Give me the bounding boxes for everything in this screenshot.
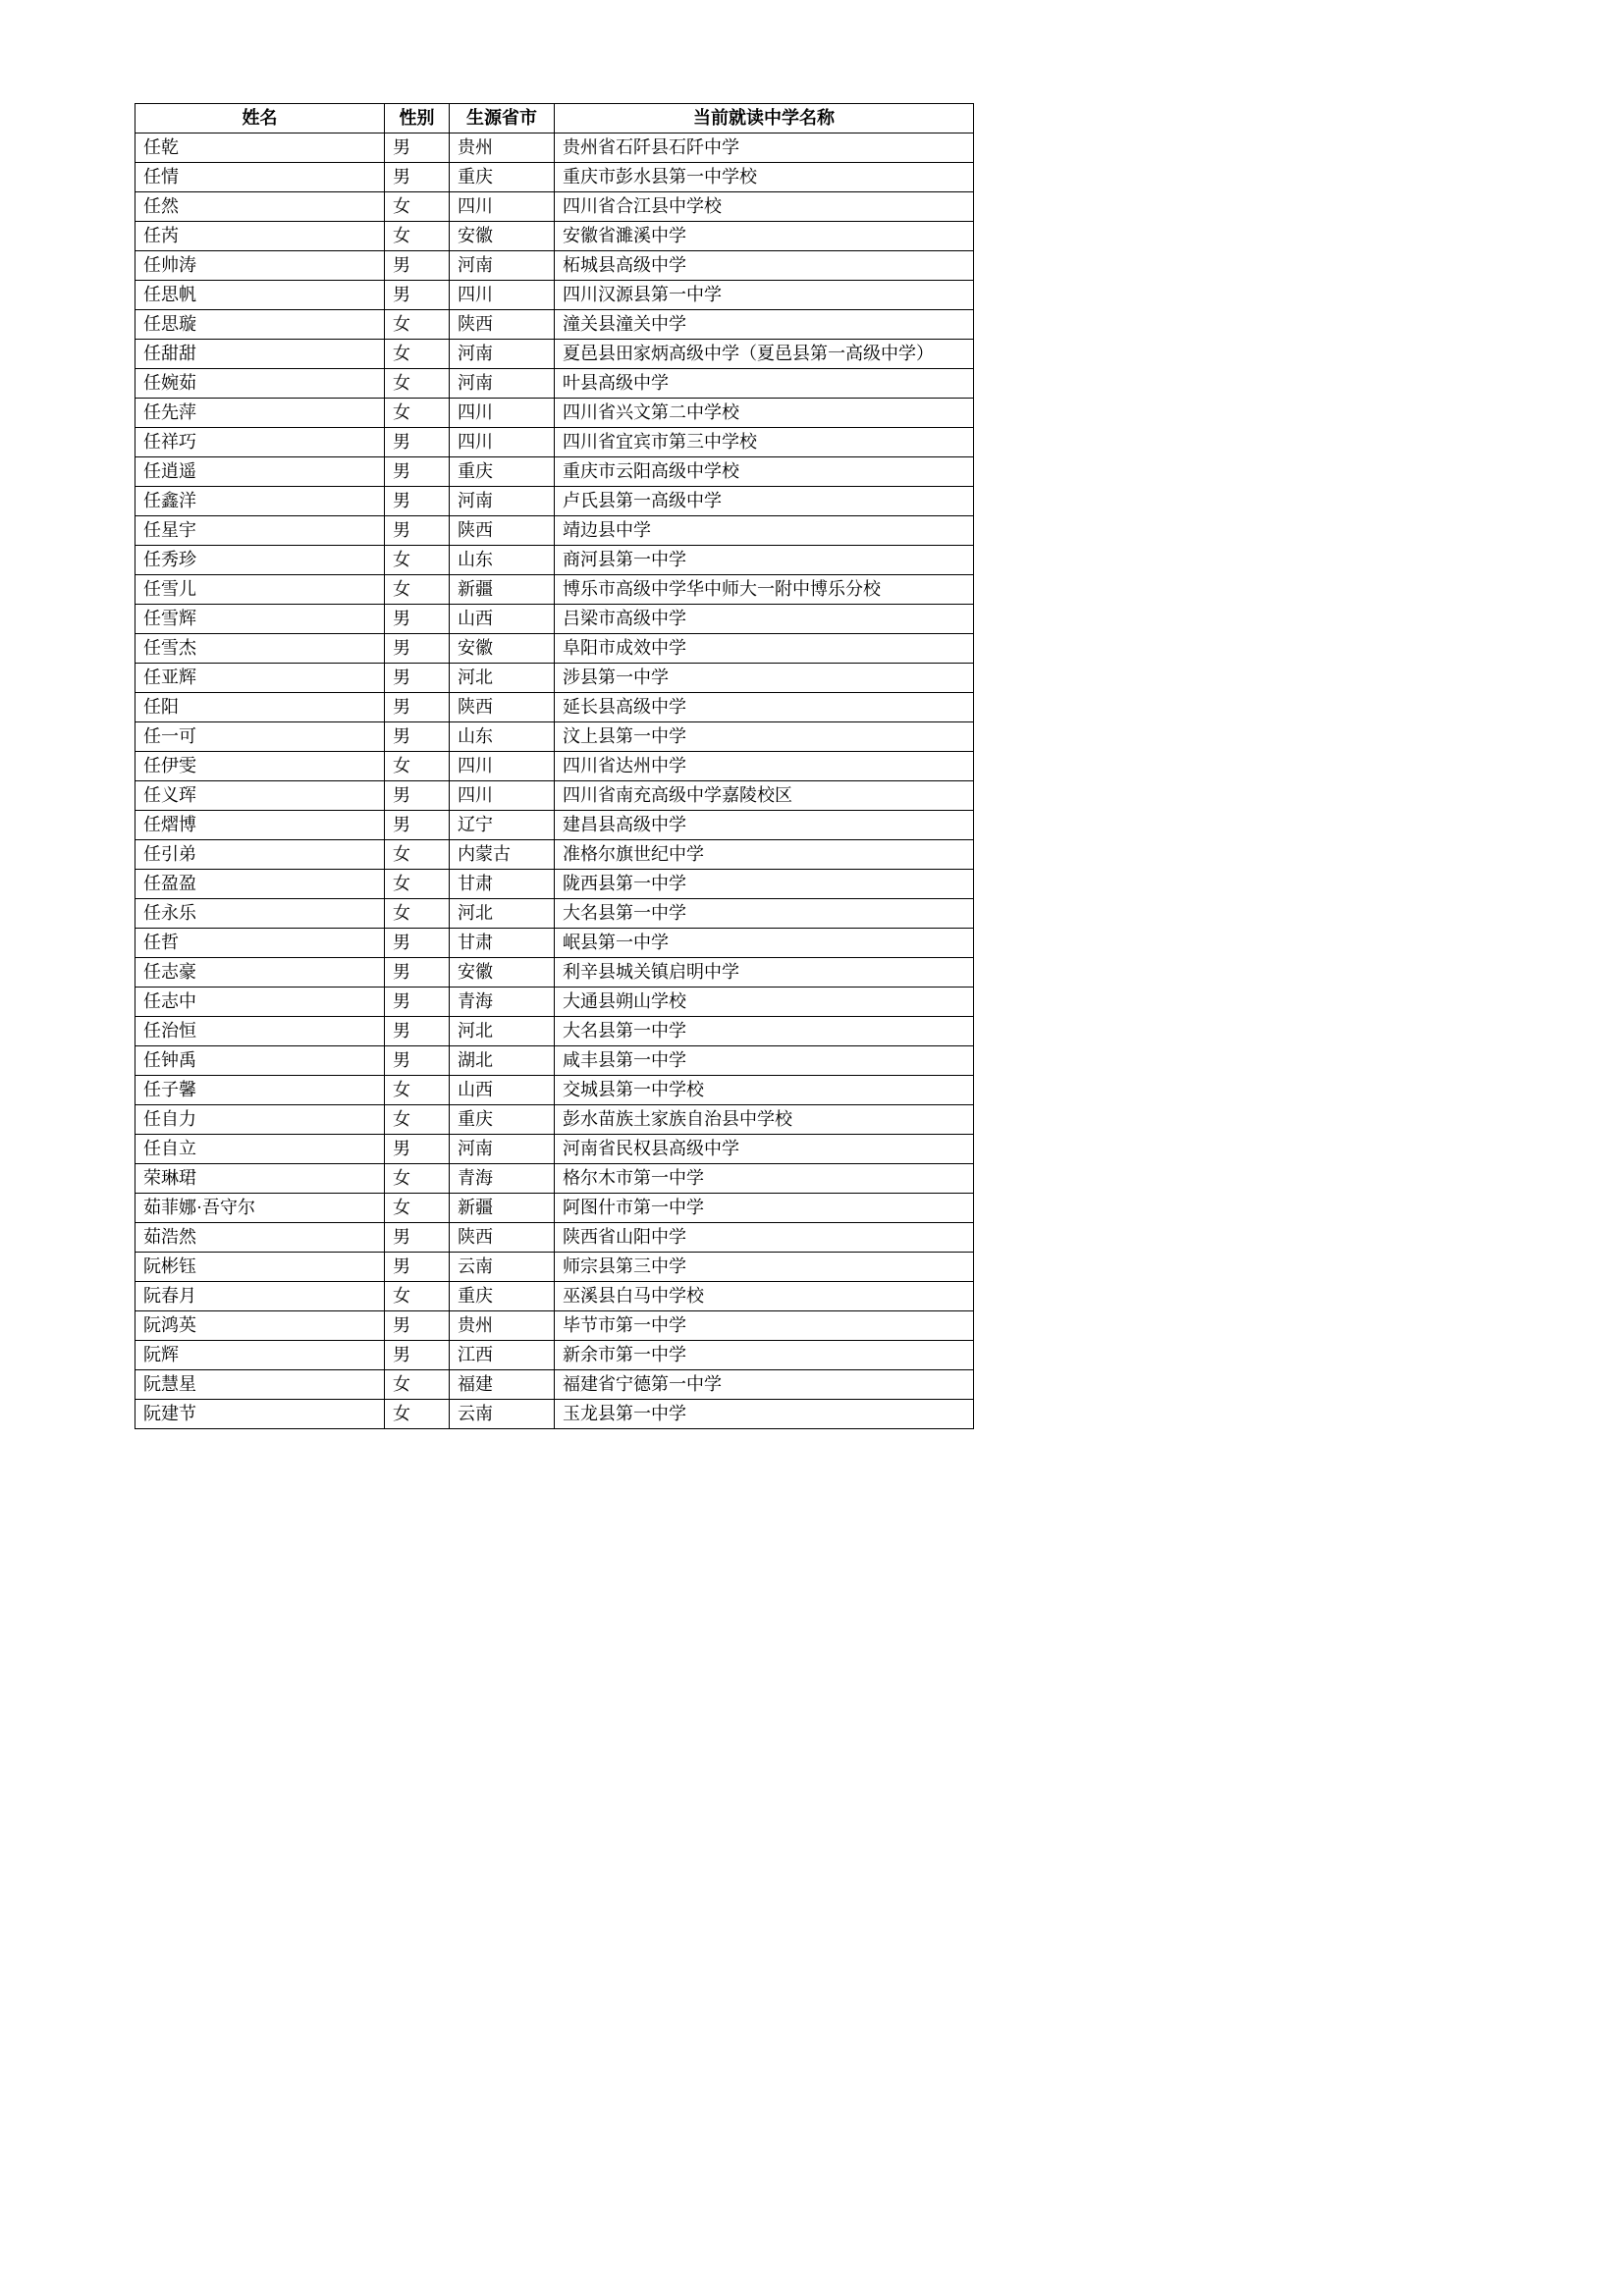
school-cell: 卢氏县第一高级中学 xyxy=(555,487,974,516)
column-header-gender: 性别 xyxy=(385,104,450,133)
gender-cell: 男 xyxy=(385,163,450,192)
header-row xyxy=(135,104,974,133)
gender-cell: 女 xyxy=(385,1282,450,1311)
name-cell: 任思璇 xyxy=(135,310,385,340)
name-cell: 任义珲 xyxy=(135,781,385,811)
name-cell: 任雪杰 xyxy=(135,634,385,664)
province-cell: 新疆 xyxy=(450,1194,555,1223)
school-cell: 柘城县高级中学 xyxy=(555,251,974,281)
table-row xyxy=(135,752,974,781)
school-cell: 巫溪县白马中学校 xyxy=(555,1282,974,1311)
school-cell: 涉县第一中学 xyxy=(555,664,974,693)
name-cell: 任思帆 xyxy=(135,281,385,310)
gender-cell: 男 xyxy=(385,487,450,516)
table-row xyxy=(135,310,974,340)
table-row xyxy=(135,605,974,634)
name-cell: 任志豪 xyxy=(135,958,385,988)
table-row xyxy=(135,1370,974,1400)
name-cell: 阮彬钰 xyxy=(135,1253,385,1282)
school-cell: 大名县第一中学 xyxy=(555,1017,974,1046)
name-cell: 任雪儿 xyxy=(135,575,385,605)
province-cell: 河南 xyxy=(450,369,555,399)
province-cell: 河南 xyxy=(450,251,555,281)
table-row xyxy=(135,428,974,457)
table-row xyxy=(135,1017,974,1046)
school-cell: 师宗县第三中学 xyxy=(555,1253,974,1282)
table-header xyxy=(135,104,974,133)
column-header-name: 姓名 xyxy=(135,104,385,133)
name-cell: 任甜甜 xyxy=(135,340,385,369)
table-row xyxy=(135,840,974,870)
school-cell: 商河县第一中学 xyxy=(555,546,974,575)
table-row xyxy=(135,1311,974,1341)
school-cell: 延长县高级中学 xyxy=(555,693,974,722)
table-row xyxy=(135,457,974,487)
province-cell: 贵州 xyxy=(450,133,555,163)
gender-cell: 女 xyxy=(385,1400,450,1429)
school-cell: 岷县第一中学 xyxy=(555,929,974,958)
table-row xyxy=(135,634,974,664)
name-cell: 任盈盈 xyxy=(135,870,385,899)
name-cell: 任亚辉 xyxy=(135,664,385,693)
province-cell: 河南 xyxy=(450,340,555,369)
school-cell: 潼关县潼关中学 xyxy=(555,310,974,340)
name-cell: 任秀珍 xyxy=(135,546,385,575)
name-cell: 任志中 xyxy=(135,988,385,1017)
table-row xyxy=(135,1105,974,1135)
province-cell: 河南 xyxy=(450,1135,555,1164)
table-row xyxy=(135,870,974,899)
name-cell: 阮辉 xyxy=(135,1341,385,1370)
name-cell: 阮建节 xyxy=(135,1400,385,1429)
province-cell: 四川 xyxy=(450,428,555,457)
name-cell: 任阳 xyxy=(135,693,385,722)
province-cell: 山西 xyxy=(450,1076,555,1105)
province-cell: 江西 xyxy=(450,1341,555,1370)
province-cell: 陕西 xyxy=(450,1223,555,1253)
gender-cell: 女 xyxy=(385,310,450,340)
table-row xyxy=(135,192,974,222)
province-cell: 云南 xyxy=(450,1400,555,1429)
name-cell: 任先萍 xyxy=(135,399,385,428)
school-cell: 建昌县高级中学 xyxy=(555,811,974,840)
gender-cell: 男 xyxy=(385,1311,450,1341)
gender-cell: 男 xyxy=(385,664,450,693)
school-cell: 重庆市彭水县第一中学校 xyxy=(555,163,974,192)
gender-cell: 女 xyxy=(385,399,450,428)
table-row xyxy=(135,575,974,605)
province-cell: 安徽 xyxy=(450,958,555,988)
school-cell: 格尔木市第一中学 xyxy=(555,1164,974,1194)
table-row xyxy=(135,340,974,369)
province-cell: 云南 xyxy=(450,1253,555,1282)
province-cell: 陕西 xyxy=(450,693,555,722)
table-row xyxy=(135,369,974,399)
table-row xyxy=(135,1046,974,1076)
school-cell: 四川省南充高级中学嘉陵校区 xyxy=(555,781,974,811)
school-cell: 四川省兴文第二中学校 xyxy=(555,399,974,428)
gender-cell: 女 xyxy=(385,192,450,222)
school-cell: 贵州省石阡县石阡中学 xyxy=(555,133,974,163)
province-cell: 福建 xyxy=(450,1370,555,1400)
name-cell: 荣琳珺 xyxy=(135,1164,385,1194)
gender-cell: 女 xyxy=(385,546,450,575)
table-row xyxy=(135,1164,974,1194)
name-cell: 任雪辉 xyxy=(135,605,385,634)
name-cell: 任钟禹 xyxy=(135,1046,385,1076)
column-header-school: 当前就读中学名称 xyxy=(555,104,974,133)
table-row xyxy=(135,487,974,516)
name-cell: 任乾 xyxy=(135,133,385,163)
name-cell: 任熠博 xyxy=(135,811,385,840)
table-row xyxy=(135,693,974,722)
table-row xyxy=(135,133,974,163)
table-body xyxy=(135,133,974,1429)
gender-cell: 女 xyxy=(385,840,450,870)
school-cell: 阿图什市第一中学 xyxy=(555,1194,974,1223)
school-cell: 夏邑县田家炳高级中学（夏邑县第一高级中学） xyxy=(555,340,974,369)
province-cell: 贵州 xyxy=(450,1311,555,1341)
school-cell: 咸丰县第一中学 xyxy=(555,1046,974,1076)
gender-cell: 男 xyxy=(385,958,450,988)
gender-cell: 男 xyxy=(385,929,450,958)
name-cell: 任子馨 xyxy=(135,1076,385,1105)
school-cell: 四川汉源县第一中学 xyxy=(555,281,974,310)
name-cell: 阮慧星 xyxy=(135,1370,385,1400)
province-cell: 陕西 xyxy=(450,516,555,546)
gender-cell: 女 xyxy=(385,1105,450,1135)
name-cell: 任然 xyxy=(135,192,385,222)
gender-cell: 女 xyxy=(385,752,450,781)
table-row xyxy=(135,899,974,929)
name-cell: 茹浩然 xyxy=(135,1223,385,1253)
table-row xyxy=(135,929,974,958)
school-cell: 福建省宁德第一中学 xyxy=(555,1370,974,1400)
school-cell: 河南省民权县高级中学 xyxy=(555,1135,974,1164)
school-cell: 吕梁市高级中学 xyxy=(555,605,974,634)
province-cell: 重庆 xyxy=(450,1282,555,1311)
gender-cell: 女 xyxy=(385,1076,450,1105)
table-row xyxy=(135,1194,974,1223)
school-cell: 玉龙县第一中学 xyxy=(555,1400,974,1429)
school-cell: 利辛县城关镇启明中学 xyxy=(555,958,974,988)
province-cell: 重庆 xyxy=(450,457,555,487)
column-header-province: 生源省市 xyxy=(450,104,555,133)
gender-cell: 男 xyxy=(385,634,450,664)
province-cell: 甘肃 xyxy=(450,870,555,899)
school-cell: 毕节市第一中学 xyxy=(555,1311,974,1341)
school-cell: 四川省宜宾市第三中学校 xyxy=(555,428,974,457)
table-row xyxy=(135,516,974,546)
school-cell: 大名县第一中学 xyxy=(555,899,974,929)
province-cell: 青海 xyxy=(450,1164,555,1194)
province-cell: 河北 xyxy=(450,1017,555,1046)
school-cell: 大通县朔山学校 xyxy=(555,988,974,1017)
school-cell: 四川省达州中学 xyxy=(555,752,974,781)
gender-cell: 女 xyxy=(385,899,450,929)
school-cell: 陕西省山阳中学 xyxy=(555,1223,974,1253)
province-cell: 四川 xyxy=(450,281,555,310)
gender-cell: 男 xyxy=(385,811,450,840)
table-row xyxy=(135,1253,974,1282)
province-cell: 四川 xyxy=(450,752,555,781)
province-cell: 河北 xyxy=(450,664,555,693)
province-cell: 河南 xyxy=(450,487,555,516)
province-cell: 山东 xyxy=(450,546,555,575)
name-cell: 阮鸿英 xyxy=(135,1311,385,1341)
name-cell: 任自力 xyxy=(135,1105,385,1135)
school-cell: 汶上县第一中学 xyxy=(555,722,974,752)
gender-cell: 男 xyxy=(385,1046,450,1076)
table-row xyxy=(135,811,974,840)
gender-cell: 女 xyxy=(385,1370,450,1400)
gender-cell: 男 xyxy=(385,1253,450,1282)
table-row xyxy=(135,1076,974,1105)
school-cell: 重庆市云阳高级中学校 xyxy=(555,457,974,487)
gender-cell: 男 xyxy=(385,1223,450,1253)
province-cell: 四川 xyxy=(450,192,555,222)
table-row xyxy=(135,222,974,251)
name-cell: 任一可 xyxy=(135,722,385,752)
name-cell: 任婉茹 xyxy=(135,369,385,399)
province-cell: 四川 xyxy=(450,399,555,428)
table-row xyxy=(135,958,974,988)
name-cell: 任芮 xyxy=(135,222,385,251)
name-cell: 任永乐 xyxy=(135,899,385,929)
gender-cell: 男 xyxy=(385,988,450,1017)
gender-cell: 女 xyxy=(385,369,450,399)
province-cell: 四川 xyxy=(450,781,555,811)
gender-cell: 男 xyxy=(385,281,450,310)
name-cell: 任自立 xyxy=(135,1135,385,1164)
gender-cell: 男 xyxy=(385,133,450,163)
name-cell: 任伊雯 xyxy=(135,752,385,781)
gender-cell: 女 xyxy=(385,222,450,251)
table-row xyxy=(135,664,974,693)
table-row xyxy=(135,281,974,310)
student-roster-table xyxy=(135,103,974,1429)
gender-cell: 男 xyxy=(385,457,450,487)
gender-cell: 女 xyxy=(385,1164,450,1194)
table-row xyxy=(135,1400,974,1429)
gender-cell: 男 xyxy=(385,251,450,281)
name-cell: 任鑫洋 xyxy=(135,487,385,516)
gender-cell: 男 xyxy=(385,605,450,634)
name-cell: 任治恒 xyxy=(135,1017,385,1046)
table-row xyxy=(135,251,974,281)
table-row xyxy=(135,546,974,575)
table-row xyxy=(135,1341,974,1370)
province-cell: 新疆 xyxy=(450,575,555,605)
school-cell: 交城县第一中学校 xyxy=(555,1076,974,1105)
gender-cell: 男 xyxy=(385,516,450,546)
table-row xyxy=(135,1223,974,1253)
province-cell: 重庆 xyxy=(450,1105,555,1135)
name-cell: 阮春月 xyxy=(135,1282,385,1311)
gender-cell: 男 xyxy=(385,693,450,722)
gender-cell: 女 xyxy=(385,870,450,899)
name-cell: 任哲 xyxy=(135,929,385,958)
gender-cell: 女 xyxy=(385,575,450,605)
name-cell: 任星宇 xyxy=(135,516,385,546)
province-cell: 安徽 xyxy=(450,634,555,664)
gender-cell: 男 xyxy=(385,722,450,752)
province-cell: 山东 xyxy=(450,722,555,752)
gender-cell: 男 xyxy=(385,1017,450,1046)
name-cell: 任帅涛 xyxy=(135,251,385,281)
gender-cell: 男 xyxy=(385,428,450,457)
name-cell: 任引弟 xyxy=(135,840,385,870)
school-cell: 准格尔旗世纪中学 xyxy=(555,840,974,870)
school-cell: 陇西县第一中学 xyxy=(555,870,974,899)
gender-cell: 男 xyxy=(385,1341,450,1370)
school-cell: 靖边县中学 xyxy=(555,516,974,546)
province-cell: 青海 xyxy=(450,988,555,1017)
table-row xyxy=(135,1135,974,1164)
name-cell: 茹菲娜·吾守尔 xyxy=(135,1194,385,1223)
school-cell: 阜阳市成效中学 xyxy=(555,634,974,664)
school-cell: 新余市第一中学 xyxy=(555,1341,974,1370)
name-cell: 任逍遥 xyxy=(135,457,385,487)
school-cell: 彭水苗族土家族自治县中学校 xyxy=(555,1105,974,1135)
province-cell: 甘肃 xyxy=(450,929,555,958)
gender-cell: 女 xyxy=(385,340,450,369)
table-row xyxy=(135,1282,974,1311)
gender-cell: 男 xyxy=(385,1135,450,1164)
province-cell: 山西 xyxy=(450,605,555,634)
table-row xyxy=(135,781,974,811)
province-cell: 重庆 xyxy=(450,163,555,192)
gender-cell: 女 xyxy=(385,1194,450,1223)
gender-cell: 男 xyxy=(385,781,450,811)
province-cell: 河北 xyxy=(450,899,555,929)
province-cell: 陕西 xyxy=(450,310,555,340)
name-cell: 任情 xyxy=(135,163,385,192)
school-cell: 四川省合江县中学校 xyxy=(555,192,974,222)
province-cell: 辽宁 xyxy=(450,811,555,840)
province-cell: 内蒙古 xyxy=(450,840,555,870)
school-cell: 叶县高级中学 xyxy=(555,369,974,399)
school-cell: 安徽省濉溪中学 xyxy=(555,222,974,251)
name-cell: 任祥巧 xyxy=(135,428,385,457)
table-row xyxy=(135,988,974,1017)
table-row xyxy=(135,722,974,752)
table-row xyxy=(135,399,974,428)
province-cell: 安徽 xyxy=(450,222,555,251)
table-row xyxy=(135,163,974,192)
school-cell: 博乐市高级中学华中师大一附中博乐分校 xyxy=(555,575,974,605)
province-cell: 湖北 xyxy=(450,1046,555,1076)
